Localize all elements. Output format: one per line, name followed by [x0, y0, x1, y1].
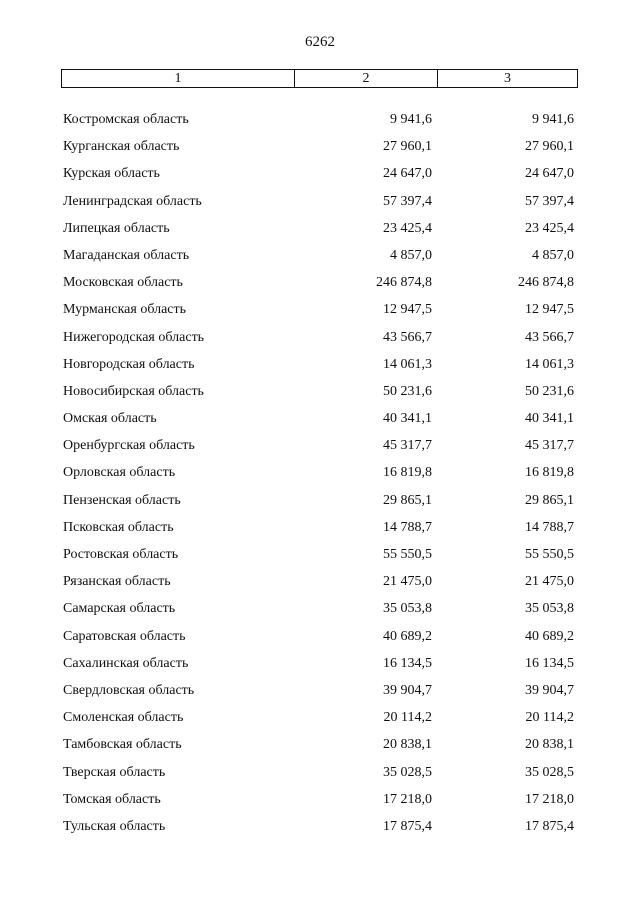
- table-row: [0, 568, 640, 595]
- value-column-3: 16 819,8: [525, 465, 574, 481]
- region-name: Псковская область: [63, 519, 174, 535]
- value-column-3: 9 941,6: [532, 112, 574, 127]
- table-row: [0, 677, 640, 704]
- region-name: Рязанская область: [63, 574, 171, 590]
- value-column-3: 27 960,1: [525, 139, 574, 155]
- region-name: Томская область: [63, 791, 161, 807]
- value-column-2: 23 425,4: [383, 220, 432, 236]
- region-name: Мурманская область: [63, 302, 187, 318]
- value-column-3: 29 865,1: [525, 492, 574, 508]
- table-row: [0, 759, 640, 786]
- region-name: Московская область: [63, 275, 183, 291]
- value-column-3: 40 341,1: [525, 411, 574, 427]
- table-row: [0, 459, 640, 486]
- region-name: Курганская область: [63, 139, 180, 155]
- table-row: [0, 623, 640, 650]
- region-name: Нижегородская область: [63, 329, 205, 345]
- value-column-2: 21 475,0: [383, 574, 432, 590]
- table-row: [0, 487, 640, 514]
- value-column-3: 43 566,7: [525, 329, 574, 345]
- value-column-3: 23 425,4: [525, 220, 574, 236]
- value-column-2: 43 566,7: [383, 329, 432, 345]
- region-name: Липецкая область: [63, 220, 170, 236]
- value-column-2: 29 865,1: [383, 492, 432, 508]
- value-column-2: 9 941,6: [390, 112, 432, 127]
- value-column-2: 16 819,8: [383, 465, 432, 481]
- value-column-3: 57 397,4: [525, 193, 574, 209]
- value-column-3: 17 218,0: [525, 791, 574, 807]
- value-column-3: 4 857,0: [532, 247, 574, 263]
- table-row: [0, 324, 640, 351]
- value-column-3: 14 061,3: [525, 356, 574, 372]
- table-row: [0, 786, 640, 813]
- value-column-3: 14 788,7: [525, 519, 574, 535]
- value-column-3: 246 874,8: [518, 275, 574, 291]
- region-name: Тамбовская область: [63, 737, 182, 753]
- value-column-2: 40 341,1: [383, 411, 432, 427]
- table-row: [0, 242, 640, 269]
- value-column-2: 12 947,5: [383, 302, 432, 318]
- value-column-2: 14 788,7: [383, 519, 432, 535]
- column-header-1: 1: [62, 70, 295, 87]
- region-name: Новосибирская область: [63, 383, 204, 399]
- value-column-3: 17 875,4: [525, 818, 574, 834]
- table-row: [0, 378, 640, 405]
- table-row: [0, 704, 640, 731]
- region-name: Пензенская область: [63, 492, 181, 508]
- value-column-2: 40 689,2: [383, 628, 432, 644]
- value-column-2: 55 550,5: [383, 547, 432, 562]
- value-column-2: 24 647,0: [383, 166, 432, 182]
- table-row: [0, 160, 640, 187]
- region-name: Новгородская область: [63, 356, 195, 372]
- table-row: [0, 731, 640, 758]
- value-column-2: 17 218,0: [383, 791, 432, 807]
- value-column-3: 40 689,2: [525, 628, 574, 644]
- region-name: Омская область: [63, 411, 157, 427]
- region-name: Ленинградская область: [63, 193, 202, 209]
- table-row: [0, 188, 640, 215]
- table-row: [0, 215, 640, 242]
- table-row: [0, 514, 640, 541]
- value-column-2: 27 960,1: [383, 139, 432, 155]
- region-name: Магаданская область: [63, 247, 190, 263]
- region-name: Ростовская область: [63, 547, 179, 562]
- page-number: 6262: [305, 34, 335, 50]
- value-column-2: 16 134,5: [383, 655, 432, 671]
- table-row: [0, 432, 640, 459]
- value-column-3: 12 947,5: [525, 302, 574, 318]
- value-column-3: 20 838,1: [525, 737, 574, 753]
- table-row: [0, 133, 640, 160]
- value-column-3: 39 904,7: [525, 682, 574, 698]
- region-name: Оренбургская область: [63, 438, 195, 454]
- region-name: Смоленская область: [63, 710, 184, 726]
- value-column-3: 55 550,5: [525, 547, 574, 562]
- value-column-3: 16 134,5: [525, 655, 574, 671]
- region-name: Тверская область: [63, 764, 166, 780]
- region-name: Саратовская область: [63, 628, 186, 644]
- value-column-2: 20 838,1: [383, 737, 432, 753]
- value-column-2: 246 874,8: [376, 275, 432, 291]
- table-row: [0, 813, 640, 840]
- region-name: Курская область: [63, 166, 160, 182]
- value-column-2: 17 875,4: [383, 818, 432, 834]
- region-name: Костромская область: [63, 112, 189, 127]
- region-name: Сахалинская область: [63, 655, 189, 671]
- value-column-2: 14 061,3: [383, 356, 432, 372]
- value-column-2: 50 231,6: [383, 383, 432, 399]
- table-row: [0, 269, 640, 296]
- region-name: Самарская область: [63, 601, 176, 617]
- value-column-3: 21 475,0: [525, 574, 574, 590]
- value-column-2: 4 857,0: [390, 247, 432, 263]
- value-column-3: 24 647,0: [525, 166, 574, 182]
- table-row: [0, 351, 640, 378]
- value-column-3: 20 114,2: [525, 710, 574, 726]
- value-column-2: 45 317,7: [383, 438, 432, 454]
- value-column-3: 50 231,6: [525, 383, 574, 399]
- table-header: [61, 69, 578, 88]
- value-column-2: 57 397,4: [383, 193, 432, 209]
- column-header-3: 3: [504, 70, 511, 86]
- table-row: [0, 541, 640, 568]
- value-column-3: 35 053,8: [525, 601, 574, 617]
- table-row: [0, 405, 640, 432]
- value-column-2: 35 028,5: [383, 764, 432, 780]
- region-name: Тульская область: [63, 818, 166, 834]
- value-column-2: 20 114,2: [383, 710, 432, 726]
- table-row: [0, 595, 640, 622]
- table-row: [0, 650, 640, 677]
- table-body: [0, 106, 640, 840]
- value-column-3: 45 317,7: [525, 438, 574, 454]
- table-row: [0, 296, 640, 323]
- region-name: Свердловская область: [63, 682, 195, 698]
- value-column-2: 35 053,8: [383, 601, 432, 617]
- column-header-2: 2: [295, 70, 438, 87]
- table-row: [0, 106, 640, 133]
- value-column-2: 39 904,7: [383, 682, 432, 698]
- region-name: Орловская область: [63, 465, 176, 481]
- value-column-3: 35 028,5: [525, 764, 574, 780]
